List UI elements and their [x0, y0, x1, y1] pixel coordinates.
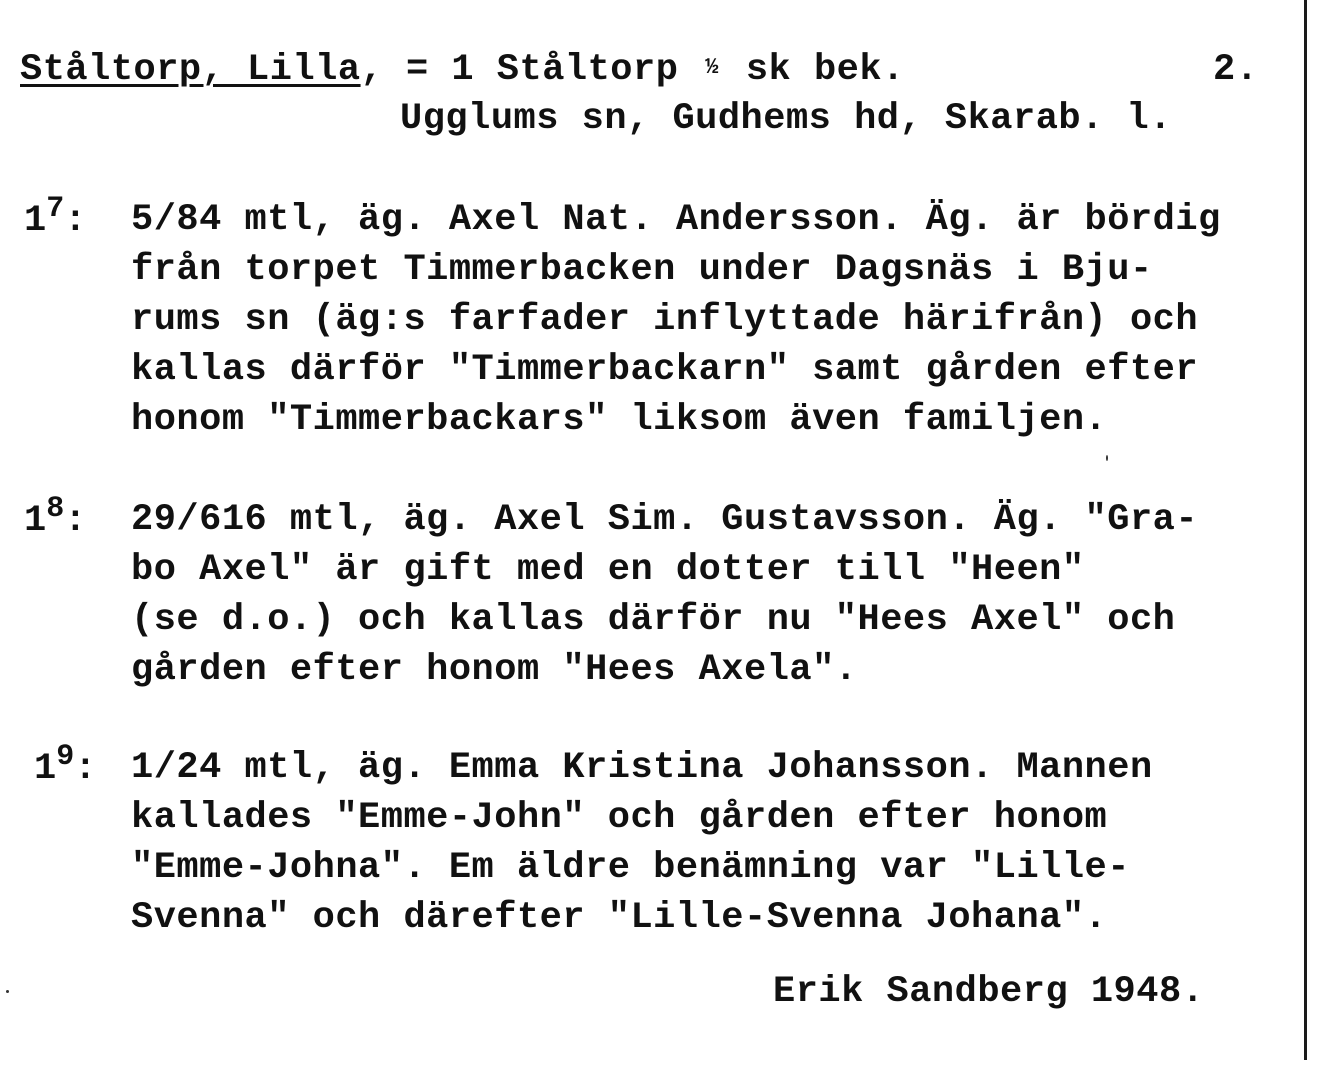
entry-label-1-9 — [34, 740, 97, 790]
entry-1-8-line-2: bo Axel" är gift med en dotter till "Heen" — [131, 549, 1085, 591]
entry-label-sep: : — [74, 748, 97, 790]
entry-1-9-line-2: kallades "Emme-John" och gården efter honom — [131, 797, 1108, 839]
entry-label-1-8 — [24, 492, 87, 542]
card-number: 2. — [1213, 49, 1259, 91]
entry-1-8-line-1: 29/616 mtl, äg. Axel Sim. Gustavsson. Äg. "Gra- — [131, 499, 1199, 541]
card-header — [20, 50, 905, 90]
entry-1-8-line-3: (se d.o.) och kallas därför nu "Hees Axel" och — [131, 599, 1176, 641]
header-description-b: sk bek. — [723, 49, 905, 91]
entry-label-sep: : — [64, 200, 87, 242]
entry-label-sup: 7 — [46, 192, 65, 226]
place-name: Ståltorp, Lilla — [20, 49, 361, 91]
parish-location: Ugglums sn, Gudhems hd, Skarab. l. — [400, 98, 1172, 140]
card-edge-line — [1304, 0, 1307, 1060]
entry-1-9-line-3: "Emme-Johna". Em äldre benämning var "Lille- — [131, 847, 1130, 889]
entry-1-9-line-1: 1/24 mtl, äg. Emma Kristina Johansson. Mannen — [131, 747, 1153, 789]
entry-1-7-line-4: kallas därför "Timmerbackarn" samt gården efter — [131, 349, 1199, 391]
entry-1-7-line-5: honom "Timmerbackars" liksom även familjen. — [131, 399, 1108, 441]
entry-1-9-line-4: Svenna" och därefter "Lille-Svenna Johana". — [131, 897, 1108, 939]
fraction-half: ½ — [705, 55, 719, 80]
scan-speck — [6, 990, 9, 993]
entry-label-sup: 9 — [56, 740, 75, 774]
entry-label-base: 1 — [24, 200, 47, 242]
entry-1-8-line-4: gården efter honom "Hees Axela". — [131, 649, 858, 691]
entry-1-7-line-1: 5/84 mtl, äg. Axel Nat. Andersson. Äg. är bördig — [131, 199, 1221, 241]
entry-1-7-line-2: från torpet Timmerbacken under Dagsnäs i Bju- — [131, 249, 1153, 291]
entry-label-base: 1 — [24, 500, 47, 542]
scan-speck — [1106, 455, 1108, 461]
signature: Erik Sandberg 1948. — [773, 971, 1205, 1013]
entry-label-base: 1 — [34, 748, 57, 790]
header-description-a: , = 1 Ståltorp — [360, 49, 702, 91]
entry-label-1-7 — [24, 192, 87, 242]
entry-label-sep: : — [64, 500, 87, 542]
entry-1-7-line-3: rums sn (äg:s farfader inflyttade härifrån) och — [131, 299, 1199, 341]
entry-label-sup: 8 — [46, 492, 65, 526]
